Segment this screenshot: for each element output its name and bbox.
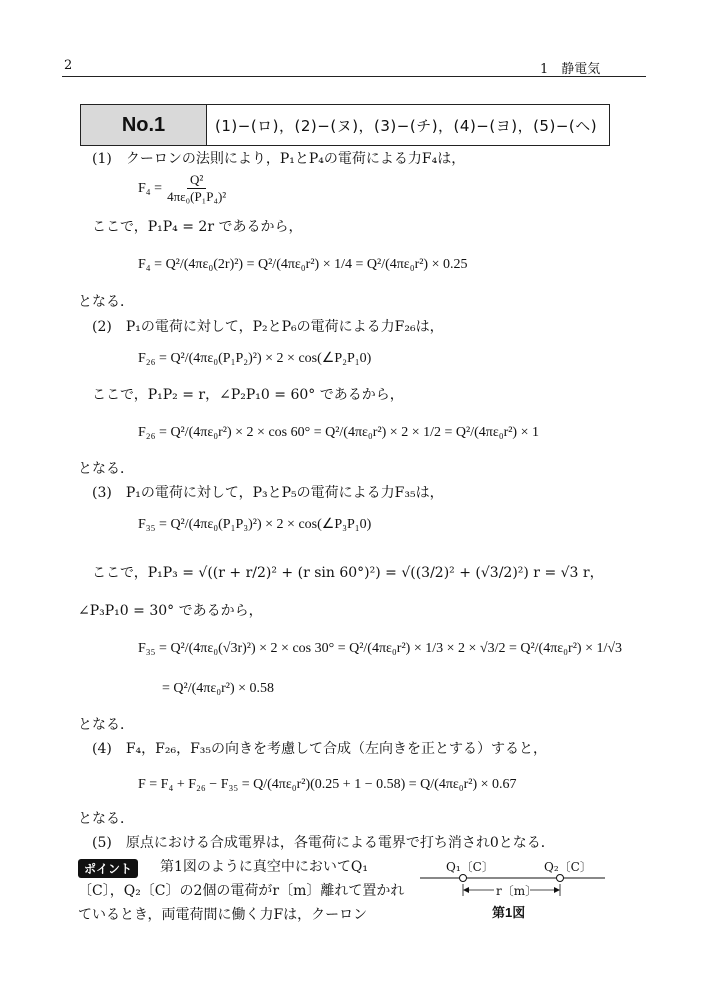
p1-here: ここで，P₁P₄ = 2r であるから， [92, 219, 303, 235]
p3-angle: ∠P₃P₁0 = 30° であるから， [78, 603, 263, 619]
point-badge: ポイント [78, 859, 138, 878]
naru-3: となる． [78, 717, 134, 733]
figure-label-q1: Q₁〔C〕 [446, 860, 494, 874]
p2-here: ここで，P₁P₂ = r，∠P₂P₁0 = 60° であるから， [92, 387, 404, 403]
p2-eq1: F₂₆ = Q²/(4πε₀(P₁P₂)²) × 2 × cos(∠P₂P₁0) [138, 351, 372, 366]
figure-label-r: r〔m〕 [496, 884, 538, 898]
p3-here: ここで，P₁P₃ = √((r + r/2)² + (r sin 60°)²) = √((3/2)² + (√3/2)²) r = √3 r， [92, 565, 604, 581]
p3-eq2: F₃₅ = Q²/(4πε₀(√3r)²) × 2 × cos 30° = Q²/(4πε₀r²) × 1/3 × 2 × √3/2 = Q²/(4πε₀r²) × 1/√3 [138, 641, 623, 656]
p3-intro: (3) P₁の電荷に対して，P₃とP₅の電荷による力F₃₅は， [92, 485, 444, 501]
p1-eq1-num: Q² [187, 172, 206, 189]
p2-intro: (2) P₁の電荷に対して，P₂とP₆の電荷による力F₂₆は， [92, 319, 444, 335]
charge-q1 [460, 875, 467, 882]
p4-intro: (4) F₄，F₂₆，F₃₅の向きを考慮して合成（左向きを正とする）すると， [92, 741, 548, 757]
point-line-1: 第1図のように真空中においてQ₁ [160, 859, 368, 875]
figure-1 [420, 860, 605, 930]
p2-eq2: F₂₆ = Q²/(4πε₀r²) × 2 × cos 60° = Q²/(4πε₀r²) × 2 × 1/2 = Q²/(4πε₀r²) × 1 [138, 425, 539, 440]
point-line-3: ているとき，両電荷間に働く力Fは，クーロン [78, 907, 368, 923]
p1-eq1-den: 4πε₀(P₁P₄)² [167, 189, 227, 204]
naru-2: となる． [78, 461, 134, 477]
figure-label-q2: Q₂〔C〕 [544, 860, 592, 874]
answer-box [80, 104, 610, 146]
chapter-title: 1 静電気 [540, 62, 601, 77]
page-number: 2 [64, 58, 73, 73]
naru-1: となる． [78, 294, 134, 310]
point-line-2: 〔C〕，Q₂〔C〕の2個の電荷がr〔m〕離れて置かれ [78, 883, 405, 899]
charge-q2 [557, 875, 564, 882]
p3-eq1: F₃₅ = Q²/(4πε₀(P₁P₃)²) × 2 × cos(∠P₃P₁0) [138, 517, 372, 532]
p4-eq: F = F₄ + F₂₆ − F₃₅ = Q/(4πε₀r²)(0.25 + 1 − 0.58) = Q/(4πε₀r²) × 0.67 [138, 777, 517, 792]
arrowhead-left [463, 887, 469, 893]
header-rule [62, 76, 646, 77]
naru-4: となる． [78, 811, 134, 827]
p1-eq1-lhs: F₄ = [138, 180, 163, 196]
p1-eq1 [138, 172, 231, 205]
p5-text: (5) 原点における合成電界は，各電荷による電界で打ち消され0となる． [92, 835, 555, 851]
p1-intro: (1) クーロンの法則により，P₁とP₄の電荷による力F₄は， [92, 151, 466, 167]
figure-caption: 第1図 [492, 905, 526, 920]
p1-eq2: F₄ = Q²/(4πε₀(2r)²) = Q²/(4πε₀r²) × 1/4 = Q²/(4πε₀r²) × 0.25 [138, 257, 468, 272]
arrowhead-right [554, 887, 560, 893]
p3-eq3: = Q²/(4πε₀r²) × 0.58 [162, 681, 274, 696]
answer-box-label: No.1 [81, 105, 207, 145]
answer-list: (1)−(ロ)，(2)−(ヌ)，(3)−(チ)，(4)−(ヨ)，(5)−(ヘ) [215, 116, 598, 135]
